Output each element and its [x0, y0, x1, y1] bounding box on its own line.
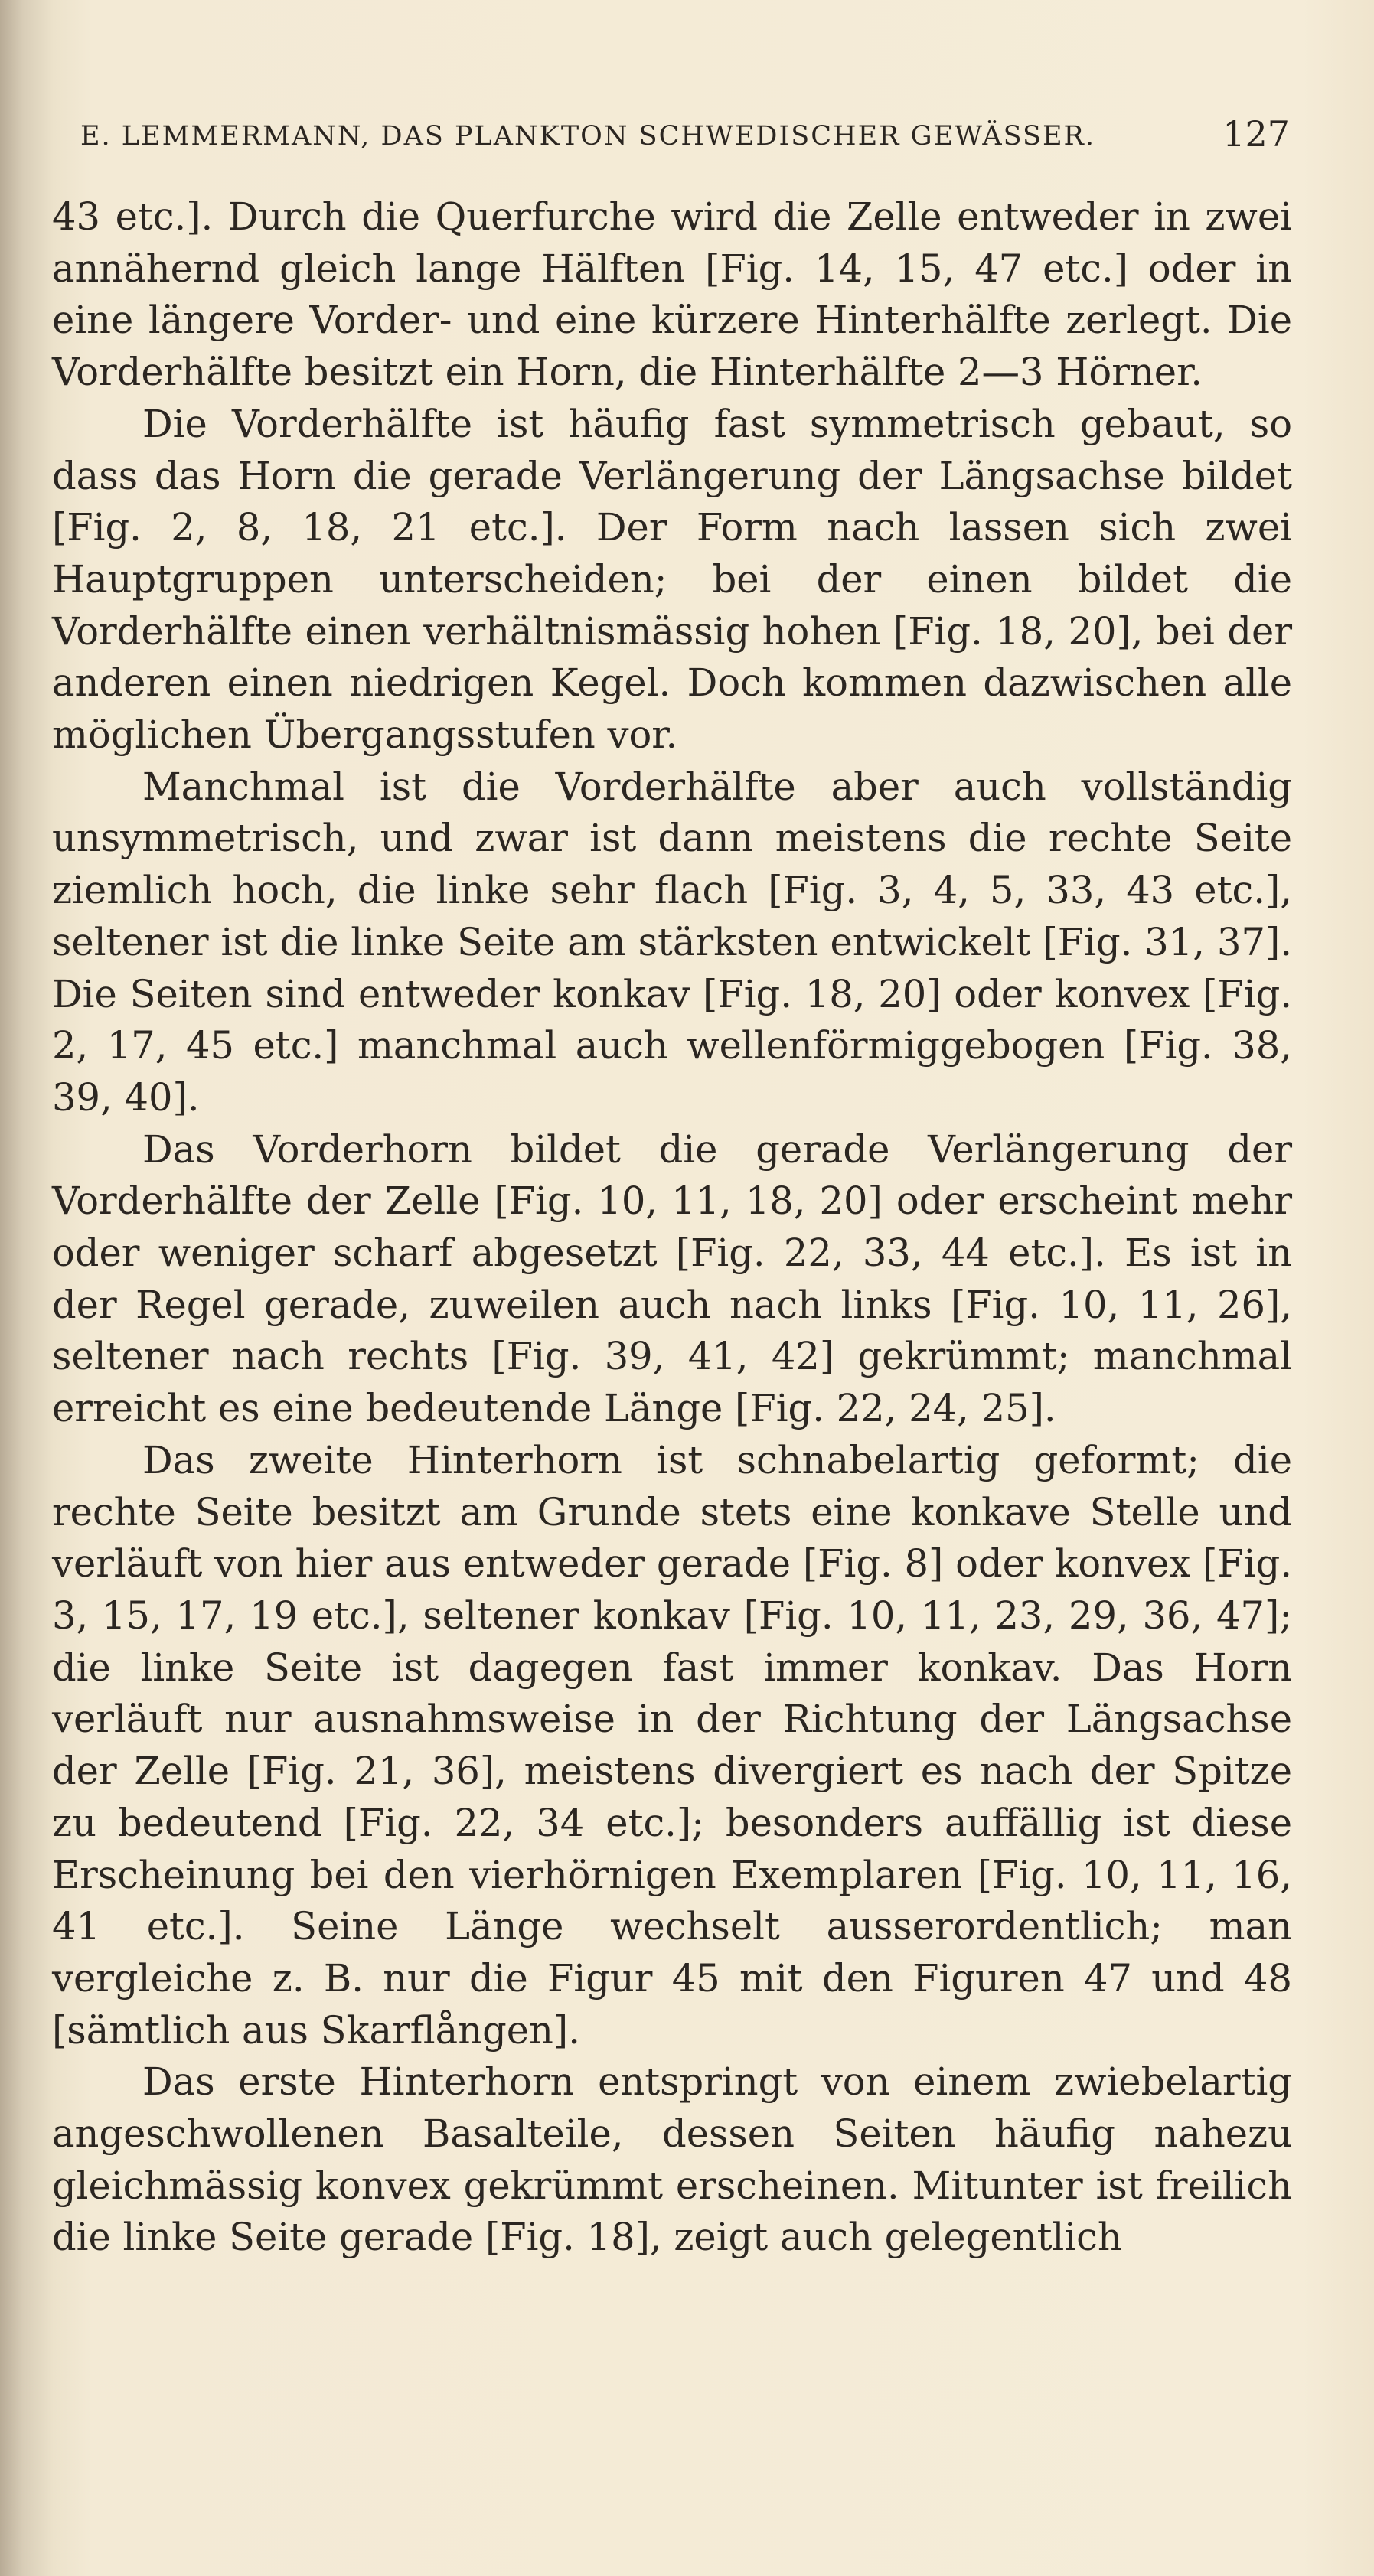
page-number: 127 [1222, 113, 1290, 155]
page-header [80, 113, 1290, 159]
paragraph: 43 etc.]. Durch die Querfurche wird die Zelle entweder in zwei annähernd gleich lange Hälften [Fig. 14, 15, 47 etc.] oder in eine längere Vorder- und eine kürzere Hinterhälfte zerlegt. Die Vorderhälfte besitzt ein Horn, die Hinterhälfte 2—3 Hörner. [52, 194, 1292, 395]
paragraph: Manchmal ist die Vorderhälfte aber auch vollständig unsymmetrisch, und zwar ist dann meistens die rechte Seite ziemlich hoch, die linke sehr flach [Fig. 3, 4, 5, 33, 43 etc.], seltener ist die linke Seite am stärksten entwickelt [Fig. 31, 37]. Die Seiten sind entweder konkav [Fig. 18, 20] oder konvex [Fig. 2, 17, 45 etc.] manchmal auch wellenförmiggebogen [Fig. 38, 39, 40]. [52, 764, 1292, 1120]
running-head: E. LEMMERMANN, DAS PLANKTON SCHWEDISCHER GEWÄSSER. [80, 121, 1095, 152]
paragraph: Das zweite Hinterhorn ist schnabelartig geformt; die rechte Seite besitzt am Grunde stets eine konkave Stelle und verläuft von hier aus entweder gerade [Fig. 8] oder konvex [Fig. 3, 15, 17, 19 etc.], seltener konkav [Fig. 10, 11, 23, 29, 36, 47]; die linke Seite ist dagegen fast immer konkav. Das Horn verläuft nur ausnahmsweise in der Richtung der Längsachse der Zelle [Fig. 21, 36], meistens divergiert es nach der Spitze zu bedeutend [Fig. 22, 34 etc.]; besonders auffällig ist diese Erscheinung bei den vierhörnigen Exemplaren [Fig. 10, 11, 16, 41 etc.]. Seine Länge wechselt ausserordentlich; man vergleiche z. B. nur die Figur 45 mit den Figuren 47 und 48 [sämtlich aus Skarflången]. [52, 1437, 1292, 2053]
paragraph: Das Vorderhorn bildet die gerade Verlängerung der Vorderhälfte der Zelle [Fig. 10, 11, 18, 20] oder erscheint mehr oder weniger scharf abgesetzt [Fig. 22, 33, 44 etc.]. Es ist in der Regel gerade, zuweilen auch nach links [Fig. 10, 11, 26], seltener nach rechts [Fig. 39, 41, 42] gekrümmt; manchmal erreicht es eine bedeutende Länge [Fig. 22, 24, 25]. [52, 1127, 1292, 1431]
paragraph: Das erste Hinterhorn entspringt von einem zwiebelartig angeschwollenen Basalteile, dessen Seiten häufig nahezu gleichmässig konvex gekrümmt erscheinen. Mitunter ist freilich die linke Seite gerade [Fig. 18], zeigt auch gelegentlich [52, 2059, 1292, 2260]
body-text [52, 191, 1292, 2264]
paragraph: Die Vorderhälfte ist häufig fast symmetrisch gebaut, so dass das Horn die gerade Verlängerung der Längsachse bildet [Fig. 2, 8, 18, 21 etc.]. Der Form nach lassen sich zwei Hauptgruppen unterscheiden; bei der einen bildet die Vorderhälfte einen verhältnismässig hohen [Fig. 18, 20], bei der anderen einen niedrigen Kegel. Doch kommen dazwischen alle möglichen Übergangsstufen vor. [52, 401, 1292, 758]
